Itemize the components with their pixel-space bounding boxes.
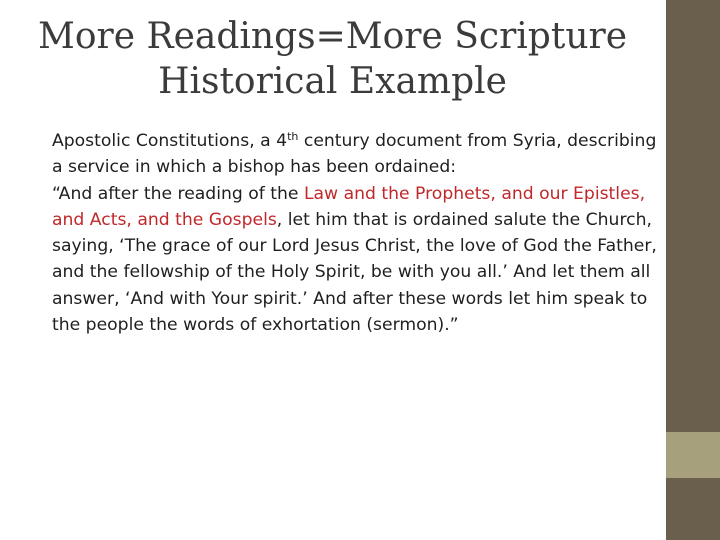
sidebar-decoration-accent — [666, 432, 720, 478]
slide-title-line-2: Historical Example — [158, 61, 507, 102]
highlighted-scripture-list: Law and the Prophets, and our Epistles, and Acts, and the Gospels — [52, 183, 646, 230]
sidebar-decoration-bottom — [666, 478, 720, 540]
quote-opening: “And after the reading of the — [52, 183, 304, 204]
ordinal-suffix: th — [287, 130, 299, 143]
slide-title — [20, 14, 645, 104]
slide-body — [52, 128, 658, 338]
quote-paragraph — [52, 181, 658, 339]
intro-text: Apostolic Constitutions, a 4 — [52, 131, 288, 151]
intro-text-continued: century document from Syria, describing a service in which a bishop has been ordained: — [52, 131, 657, 178]
sidebar-decoration-top — [666, 0, 720, 432]
quote-remainder: , let him that is ordained salute the Church, saying, ‘The grace of our Lord Jesus Christ, the love of God the Father, and the fellowship of the Holy Spirit, be with you all.’ And let them all answer, ‘And with Your spirit.’ And after these words let him speak to the people the words of exhortation (sermon).” — [52, 209, 657, 336]
intro-paragraph — [52, 128, 658, 181]
slide-title-line-1: More Readings=More Scripture — [37, 16, 628, 57]
